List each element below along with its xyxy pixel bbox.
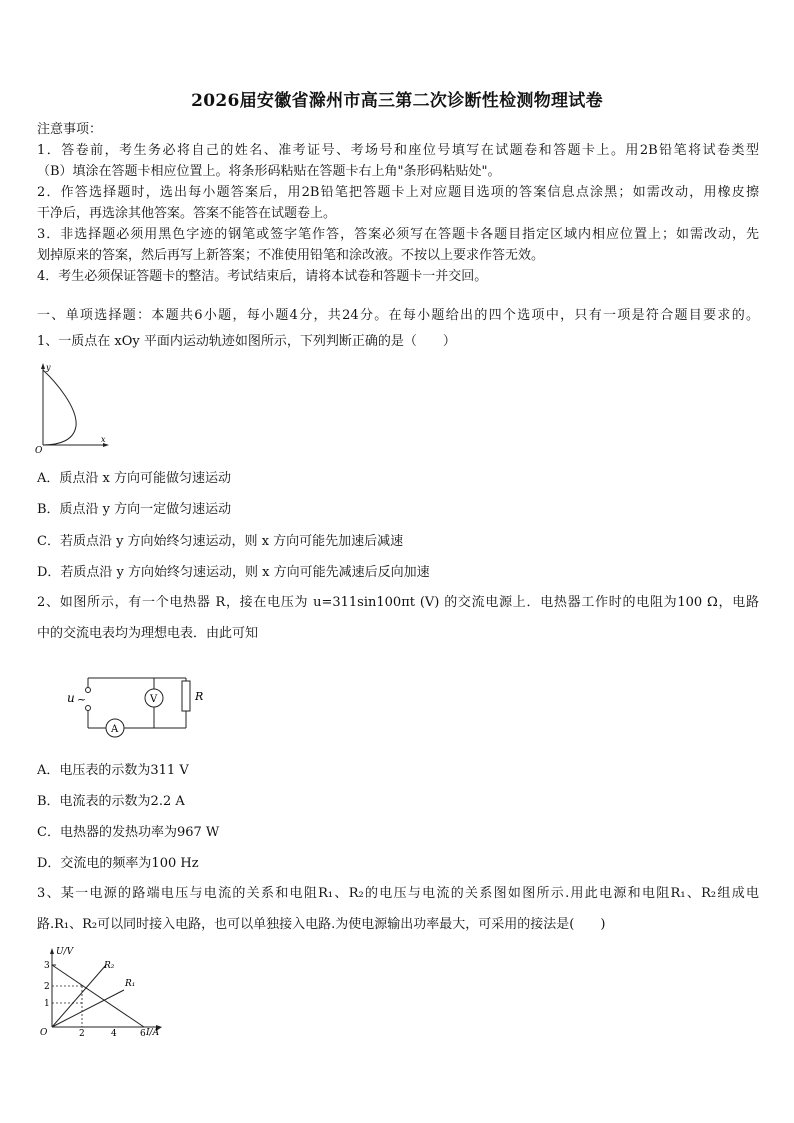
q3-r1-line (52, 990, 124, 1027)
q2-stem-line-2: 中的交流电表均为理想电表．由此可知 (37, 626, 259, 641)
q2-resistor (182, 681, 190, 711)
q1-x-label: x (101, 435, 106, 444)
q2-option-a: A．电压表的示数为311 V (37, 763, 189, 778)
q2-circuit-figure (62, 664, 212, 746)
q3-xtick-4: 4 (111, 1029, 117, 1036)
q1-option-d: D．若质点沿 y 方向始终匀速运动，则 x 方向可能先减速后反向加速 (37, 565, 430, 580)
note-1-line-2: （B）填涂在答题卡相应位置上。将条形码粘贴在答题卡右上角"条形码粘贴处"。 (37, 164, 501, 179)
q2-terminal-bottom (86, 706, 91, 711)
notes-section (37, 119, 759, 287)
q3-y-label: U/V (56, 947, 74, 957)
q2-option-b: B．电流表的示数为2.2 A (37, 794, 185, 809)
q3-x-label: I/A (146, 1028, 160, 1036)
q3-r2-label: R₂ (104, 961, 115, 971)
q3-stem-line-1: 3、某一电源的路端电压与电流的关系和电阻R₁、R₂的电压与电流的关系图如图所示.用此电源和电阻R₁、R₂组成电 (37, 886, 759, 901)
q2-terminal-top (86, 688, 91, 693)
q3-ytick-1: 1 (44, 999, 50, 1009)
q2-option-c: C．电热器的发热功率为967 W (37, 825, 220, 840)
q2-stem-line-1: 2、如图所示，有一个电热器 R，接在电压为 u=311sin100πt (V) 的交流电源上．电热器工作时的电阻为100 Ω，电路 (37, 595, 759, 610)
exam-title: 2026届安徽省滁州市高三第二次诊断性检测物理试卷 (191, 91, 603, 111)
note-4: 4．考生必须保证答题卡的整洁。考试结束后，请将本试卷和答题卡一并交回。 (37, 269, 488, 284)
note-2-line-2: 干净后，再选涂其他答案。答案不能答在试题卷上。 (37, 206, 337, 221)
note-1-line-1: 1．答卷前，考生务必将自己的姓名、准考证号、考场号和座位号填写在试题卷和答题卡上。用2B铅笔将试卷类型 (37, 143, 759, 158)
q1-trajectory-figure (34, 360, 114, 454)
q1-y-arrow (41, 363, 45, 369)
q3-origin-label: O (40, 1028, 48, 1036)
note-2-line-1: 2．作答选择题时，选出每小题答案后，用2B铅笔把答题卡上对应题目选项的答案信息点涂黑；如需改动，用橡皮擦 (37, 185, 759, 200)
q3-ytick-2: 2 (44, 982, 50, 992)
section-heading: 一、单项选择题：本题共6小题，每小题4分，共24分。在每小题给出的四个选项中，只有一项是符合题目要求的。 (37, 308, 759, 323)
q1-option-a: A．质点沿 x 方向可能做匀速运动 (37, 471, 231, 486)
q3-stem-line-2: 路.R₁、R₂可以同时接入电路，也可以单独接入电路.为使电源输出功率最大，可采用的接法是( ) (37, 917, 606, 932)
q1-option-c: C．若质点沿 y 方向始终匀速运动，则 x 方向可能先加速后减速 (37, 534, 404, 549)
q2-voltmeter-label: V (150, 694, 158, 705)
q2-resistor-label: R (195, 690, 204, 703)
q1-option-b: B．质点沿 y 方向一定做匀速运动 (37, 502, 232, 517)
q1-trajectory-curve (43, 370, 76, 445)
q1-origin-label: O (35, 446, 43, 454)
note-3-line-2: 划掉原来的答案，然后再写上新答案；不准使用铅笔和涂改液。不按以上要求作答无效。 (37, 248, 545, 263)
q3-ui-graph-figure (34, 944, 174, 1036)
q1-stem: 1、一质点在 xOy 平面内运动轨迹如图所示，下列判断正确的是（ ） (37, 334, 456, 349)
q3-r1-label: R₁ (125, 979, 136, 989)
q3-xtick-2: 2 (79, 1029, 85, 1036)
q2-option-d: D．交流电的频率为100 Hz (37, 856, 199, 871)
q3-ytick-3: 3 (44, 961, 50, 971)
q1-y-label: y (46, 363, 51, 372)
notes-heading: 注意事项： (37, 122, 103, 137)
q2-ammeter-label: A (111, 724, 119, 735)
q2-ac-symbol: ~ (77, 693, 87, 706)
q2-source-label: u (67, 691, 75, 705)
note-3-line-1: 3．非选择题必须用黑色字迹的钢笔或签字笔作答，答案必须写在答题卡各题目指定区域内相应位置上；如需改动，先 (37, 227, 759, 242)
q3-xtick-6: 6 (140, 1029, 146, 1036)
